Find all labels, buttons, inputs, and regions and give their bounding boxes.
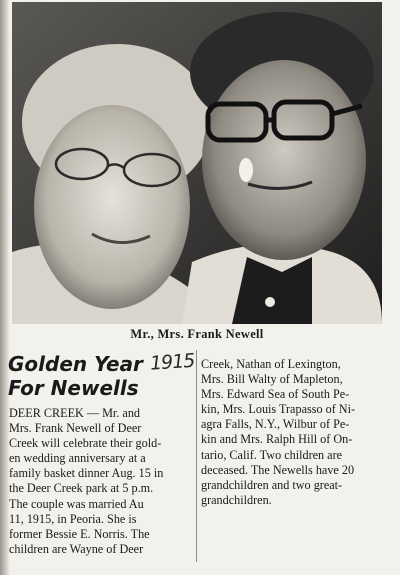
article-line: Mrs. Edward Sea of South Pe- <box>201 387 350 402</box>
couple-photo-drawing <box>12 2 382 324</box>
article-line: Creek will celebrate their gold- <box>9 436 162 451</box>
article-line: agra Falls, N.Y., Wilbur of Pe- <box>201 417 350 432</box>
article-line: en wedding anniversary at a <box>9 451 146 466</box>
article-line: Mrs. Frank Newell of Deer <box>9 421 142 436</box>
couple-photo <box>12 2 382 324</box>
article-line: Mrs. Bill Walty of Mapleton, <box>201 372 343 387</box>
article-line: grandchildren and two great- <box>201 477 343 492</box>
article-column-left <box>9 406 195 557</box>
article-line: former Bessie E. Norris. The <box>9 526 150 541</box>
article-line: The couple was married Au <box>9 496 144 511</box>
article-line: grandchildren. <box>201 492 272 507</box>
article-line: kin and Mrs. Ralph Hill of On- <box>201 432 353 447</box>
column-divider <box>196 350 197 562</box>
shirt-button <box>265 297 275 307</box>
article-line: kin, Mrs. Louis Trapasso of Ni- <box>201 402 356 417</box>
headline-line-2: For Newells <box>8 376 139 400</box>
article-line: tario, Calif. Two children are <box>201 447 343 462</box>
photo-caption: Mr., Mrs. Frank Newell <box>130 327 264 341</box>
handwritten-year: 1915 <box>149 349 196 375</box>
article-line: children are Wayne of Deer <box>9 541 144 556</box>
headline-line-1: Golden Year <box>8 352 143 376</box>
article-line: 11, 1915, in Peoria. She is <box>9 511 137 526</box>
article-column-right <box>201 357 383 508</box>
article-line: Creek, Nathan of Lexington, <box>201 357 341 371</box>
photo-flaw <box>239 158 253 182</box>
article-line: the Deer Creek park at 5 p.m. <box>9 481 154 496</box>
article-line: DEER CREEK — Mr. and <box>9 406 141 420</box>
woman-face <box>34 105 190 309</box>
man-face <box>202 60 366 260</box>
article-line: family basket dinner Aug. 15 in <box>9 466 164 481</box>
article-line: deceased. The Newells have 20 <box>201 462 355 477</box>
